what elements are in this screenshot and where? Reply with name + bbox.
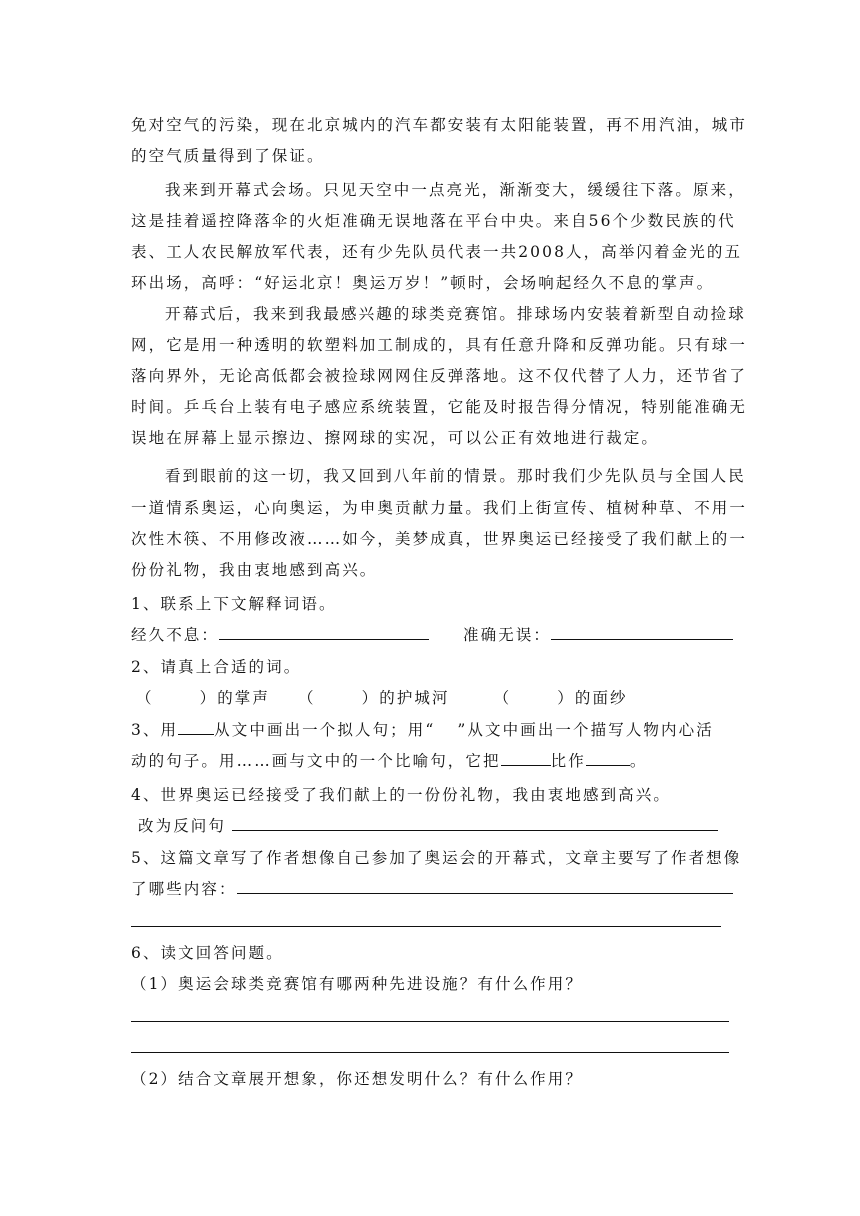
passage-line: 次性木筷、不用修改液……如今，美梦成真，世界奥运已经接受了我们献上的一 bbox=[131, 530, 748, 548]
passage-line: 这是挂着遥控降落伞的火炬准确无误地落在平台中央。来自56个少数民族的代 bbox=[131, 212, 736, 230]
q3-blank-object[interactable] bbox=[586, 747, 630, 766]
question-5-line2 bbox=[131, 874, 731, 904]
q3-text: 比作 bbox=[550, 752, 586, 770]
passage-line: 免对空气的污染，现在北京城内的汽车都安装有太阳能装置，再不用汽油，城市 bbox=[131, 116, 748, 134]
question-2-blanks bbox=[136, 683, 736, 713]
q1-term-a: 经久不息： bbox=[131, 626, 220, 644]
q5-prompt: 了哪些内容： bbox=[131, 880, 237, 898]
passage-line: 网，它是用一种透明的软塑料加工制成的，具有任意升降和反弹功能。只有球一 bbox=[131, 336, 748, 354]
q1-answer-b-blank[interactable] bbox=[551, 621, 733, 640]
q1-answer-a-blank[interactable] bbox=[219, 621, 429, 640]
passage-line: 份份礼物，我由衷地感到高兴。 bbox=[131, 561, 378, 579]
q2-paren-open: （ bbox=[298, 689, 316, 707]
question-1-answers bbox=[131, 620, 731, 650]
passage-line: 表、工人农民解放军代表，还有少先队员代表一共2008人，高举闪着金光的五 bbox=[131, 243, 743, 261]
q2-paren-open: （ bbox=[493, 689, 512, 707]
passage-line: 看到眼前的这一切，我又回到八年前的情景。那时我们少先队员与全国人民 bbox=[165, 467, 746, 485]
passage-line: 一道情系奥运，心向奥运，为申奥贡献力量。我们上街宣传、植树种草、不用一 bbox=[131, 499, 748, 517]
q3-text: 从文中画出一个拟人句；用“ bbox=[214, 721, 436, 739]
q3-text: 动的句子。用……画与文中的一个比喻句，它把 bbox=[131, 752, 501, 770]
passage-line: 我来到开幕式会场。只见天空中一点亮光，渐渐变大，缓缓往下落。原来， bbox=[165, 181, 746, 199]
question-6-1: （1）奥运会球类竞赛馆有哪两种先进设施？有什么作用？ bbox=[131, 975, 583, 993]
passage-line: 落向界外，无论高低都会被捡球网网住反弹落地。这不仅代替了人力，还节省了 bbox=[131, 367, 748, 385]
q3-text: 3、用 bbox=[131, 721, 179, 739]
question-6-2: （2）结合文章展开想象，你还想发明什么？有什么作用？ bbox=[131, 1070, 583, 1088]
passage-line: 的空气质量得到了保证。 bbox=[131, 147, 325, 165]
question-5-line1: 5、这篇文章写了作者想像自己参加了奥运会的开幕式，文章主要写了作者想像 bbox=[131, 849, 742, 867]
q3-text: 。 bbox=[629, 752, 648, 770]
question-4: 4、世界奥运已经接受了我们献上的一份份礼物，我由衷地感到高兴。 bbox=[131, 786, 671, 804]
q6-1-answer-line[interactable] bbox=[131, 1021, 729, 1022]
question-4-answer bbox=[138, 811, 738, 841]
q4-prompt: 改为反问句 bbox=[138, 817, 227, 835]
question-2: 2、请真上合适的词。 bbox=[131, 658, 302, 676]
question-6: 6、读文回答问题。 bbox=[131, 944, 284, 962]
q3-underline-sample bbox=[178, 716, 214, 735]
question-1: 1、联系上下文解释词语。 bbox=[131, 595, 337, 613]
passage-line: 环出场，高呼：“好运北京！奥运万岁！”顿时，会场响起经久不息的掌声。 bbox=[131, 274, 715, 292]
q5-answer-blank[interactable] bbox=[237, 875, 733, 894]
passage-line: 开幕式后，我来到我最感兴趣的球类竞赛馆。排球场内安装着新型自动捡球 bbox=[165, 305, 746, 323]
q1-term-b: 准确无误： bbox=[463, 626, 552, 644]
q3-text: ”从文中画出一个描写人物内心活 bbox=[457, 721, 714, 739]
passage-line: 误地在屏幕上显示擦边、擦网球的实况，可以公正有效地进行裁定。 bbox=[131, 429, 660, 447]
question-3-line1 bbox=[131, 715, 731, 745]
question-3-line2 bbox=[131, 746, 731, 776]
q6-1-answer-line[interactable] bbox=[131, 1052, 729, 1053]
q2-paren-open: （ bbox=[136, 689, 154, 707]
q2-phrase-b: ）的护城河 bbox=[361, 689, 450, 707]
q2-phrase-c: ）的面纱 bbox=[557, 689, 628, 707]
q3-blank-subject[interactable] bbox=[501, 747, 551, 766]
passage-line: 时间。乒乓台上装有电子感应系统装置，它能及时报告得分情况，特别能准确无 bbox=[131, 398, 748, 416]
q4-answer-blank[interactable] bbox=[232, 812, 718, 831]
q5-answer-line[interactable] bbox=[131, 926, 721, 927]
q2-phrase-a: ）的掌声 bbox=[199, 689, 271, 707]
